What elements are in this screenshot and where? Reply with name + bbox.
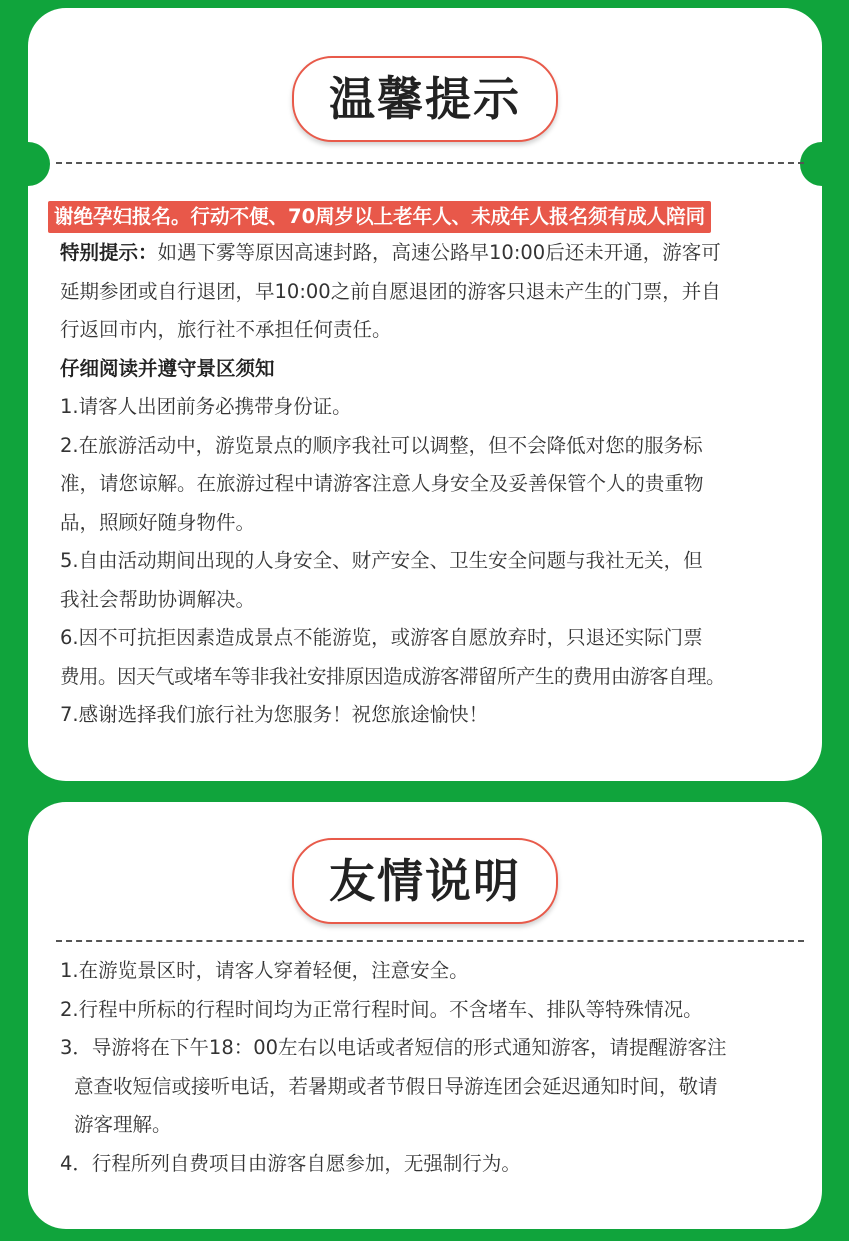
list-item-continued: 准，请您谅解。在旅游过程中请游客注意人身安全及妥善保管个人的贵重物 [60,472,704,495]
list-item: 1.请客人出团前务必携带身份证。 [60,395,352,418]
dashed-divider [56,162,804,164]
scenic-notice-heading: 仔细阅读并遵守景区须知 [60,356,275,380]
special-tip-line: 延期参团或自行退团，早10:00之前自愿退团的游客只退未产生的门票，并自 [60,279,721,303]
friendly-notes-title: 友情说明 [292,838,558,924]
right-ticket-notch [800,142,844,186]
list-item: 7.感谢选择我们旅行社为您服务！祝您旅途愉快！ [60,703,489,726]
list-item: 1.在游览景区时，请客人穿着轻便，注意安全。 [60,959,469,982]
list-item: 6.因不可抗拒因素造成景点不能游览，或游客自愿放弃时，只退还实际门票 [60,626,703,649]
warm-tips-card [28,8,822,781]
pregnant-notice-banner: 谢绝孕妇报名。行动不便、70周岁以上老年人、未成年人报名须有成人陪同 [48,201,711,233]
special-tip-label: 特别提示： [60,241,158,264]
list-item-continued: 游客理解。 [74,1113,172,1136]
list-item-continued: 费用。因天气或堵车等非我社安排原因造成游客滞留所产生的费用由游客自理。 [60,664,726,688]
list-item: 3．导游将在下午18：00左右以电话或者短信的形式通知游客，请提醒游客注 [60,1036,727,1059]
warm-tips-content [48,198,814,239]
special-tip-line: 行返回市内，旅行社不承担任何责任。 [60,318,392,341]
list-item-continued: 品，照顾好随身物件。 [60,510,256,534]
friendly-notes-body [60,952,814,1183]
special-tip-text: 如遇下雾等原因高速封路，高速公路早10:00后还未开通，游客可 [157,241,721,264]
list-item: 2.行程中所标的行程时间均为正常行程时间。不含堵车、排队等特殊情况。 [60,997,703,1021]
list-item-continued: 我社会帮助协调解决。 [60,587,256,611]
list-item: 2.在旅游活动中，游览景点的顺序我社可以调整，但不会降低对您的服务标 [60,433,703,457]
friendly-notes-card [28,802,822,1229]
list-item: 5.自由活动期间出现的人身安全、财产安全、卫生安全问题与我社无关，但 [60,549,703,572]
list-item-continued: 意查收短信或接听电话，若暑期或者节假日导游连团会延迟通知时间，敬请 [74,1074,718,1098]
list-item: 4．行程所列自费项目由游客自愿参加，无强制行为。 [60,1151,521,1175]
left-ticket-notch [6,142,50,186]
dashed-divider [56,940,804,942]
warm-tips-body [60,234,814,735]
warm-tips-title: 温馨提示 [292,56,558,142]
